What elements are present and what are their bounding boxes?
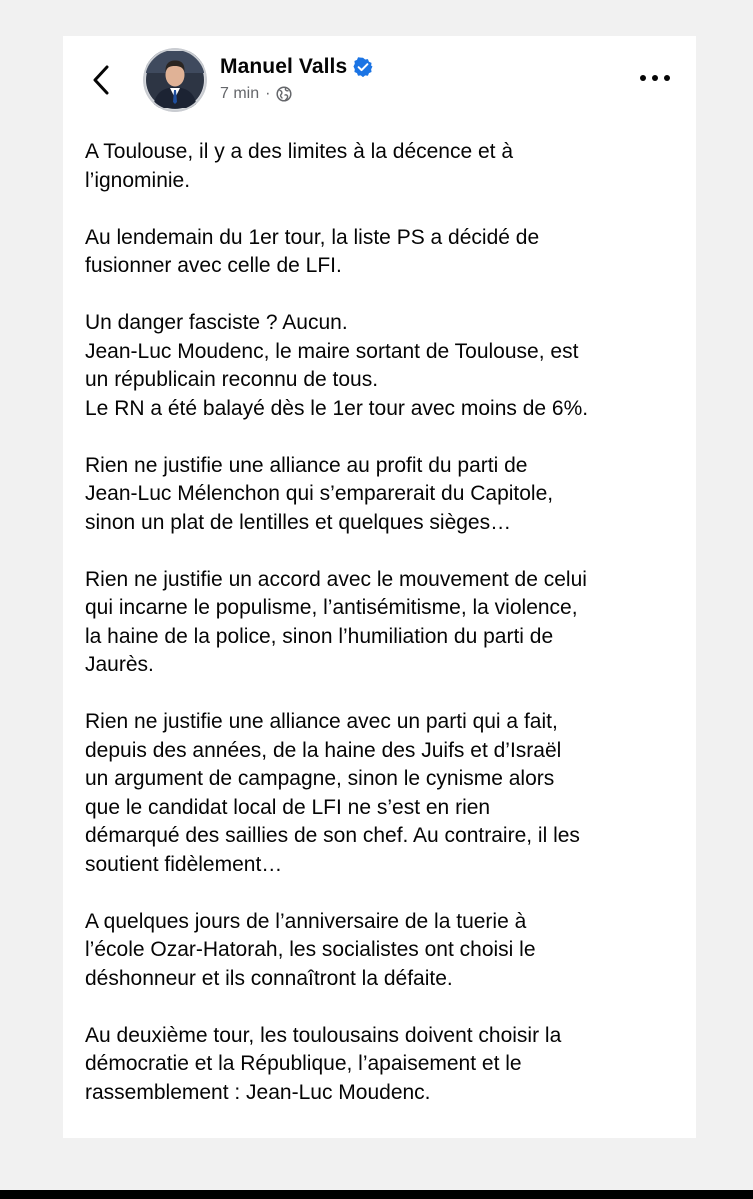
more-horizontal-icon xyxy=(635,66,675,90)
post-header xyxy=(63,36,696,126)
paragraph-line: Au lendemain du 1er tour, la liste PS a décidé de xyxy=(85,225,540,249)
post-paragraph xyxy=(85,309,681,423)
chevron-left-icon xyxy=(87,60,119,100)
post-paragraph xyxy=(85,224,681,281)
paragraph-line: Rien ne justifie un accord avec le mouvement de celui xyxy=(85,567,587,591)
bottom-edge-bar xyxy=(0,1190,753,1199)
paragraph-line: depuis des années, de la haine des Juifs et d’Israël xyxy=(85,738,562,762)
paragraph-line: l’ignominie. xyxy=(85,168,191,192)
back-button[interactable] xyxy=(87,60,119,100)
post-meta xyxy=(220,84,292,104)
paragraph-line: l’école Ozar-Hatorah, les socialistes ont choisi le xyxy=(85,938,536,961)
paragraph-line: Le RN a été balayé dès le 1er tour avec moins de 6%. xyxy=(85,396,589,420)
paragraph-line: un républicain reconnu de tous. xyxy=(85,368,379,391)
post-paragraph xyxy=(85,1022,681,1108)
paragraph-line: sinon un plat de lentilles et quelques sièges… xyxy=(85,510,512,534)
post-text xyxy=(85,138,681,1136)
verified-badge-icon xyxy=(353,57,373,77)
paragraph-line: démarqué des saillies de son chef. Au contraire, il les xyxy=(85,824,580,847)
profile-photo xyxy=(143,48,207,112)
globe-icon xyxy=(276,86,292,102)
paragraph-line: qui incarne le populisme, l’antisémitisme, la violence, xyxy=(85,596,578,619)
post-paragraph xyxy=(85,908,681,994)
more-options-button[interactable] xyxy=(635,66,675,90)
post-paragraph xyxy=(85,138,681,195)
avatar[interactable] xyxy=(143,48,207,112)
paragraph-line: A Toulouse, il y a des limites à la décence et à xyxy=(85,140,514,163)
paragraph-line: Un danger fasciste ? Aucun. xyxy=(85,311,348,334)
paragraph-line: Jean-Luc Moudenc, le maire sortant de Toulouse, est xyxy=(85,339,579,363)
paragraph-line: Jean-Luc Mélenchon qui s’emparerait du Capitole, xyxy=(85,482,554,505)
post-paragraph xyxy=(85,566,681,680)
paragraph-line: Jaurès. xyxy=(85,653,154,676)
post-paragraph xyxy=(85,708,681,879)
paragraph-line: soutient fidèlement… xyxy=(85,852,283,876)
paragraph-line: A quelques jours de l’anniversaire de la tuerie à xyxy=(85,909,527,933)
paragraph-line: la haine de la police, sinon l’humiliation du parti de xyxy=(85,624,554,648)
author-name[interactable]: Manuel Valls xyxy=(220,55,348,78)
author-row xyxy=(220,53,373,81)
meta-separator: · xyxy=(265,85,271,102)
paragraph-line: fusionner avec celle de LFI. xyxy=(85,254,342,277)
post-card xyxy=(63,36,696,1138)
post-paragraph xyxy=(85,452,681,538)
paragraph-line: rassemblement : Jean-Luc Moudenc. xyxy=(85,1080,431,1104)
paragraph-line: déshonneur et ils connaîtront la défaite. xyxy=(85,966,453,990)
paragraph-line: démocratie et la République, l’apaisement et le xyxy=(85,1052,522,1075)
paragraph-line: Au deuxième tour, les toulousains doivent choisir la xyxy=(85,1023,562,1047)
paragraph-line: Rien ne justifie une alliance au profit du parti de xyxy=(85,453,528,477)
paragraph-line: que le candidat local de LFI ne s’est en rien xyxy=(85,795,491,819)
paragraph-line: un argument de campagne, sinon le cynisme alors xyxy=(85,767,555,790)
post-time[interactable]: 7 min xyxy=(220,85,260,102)
paragraph-line: Rien ne justifie une alliance avec un parti qui a fait, xyxy=(85,710,558,733)
